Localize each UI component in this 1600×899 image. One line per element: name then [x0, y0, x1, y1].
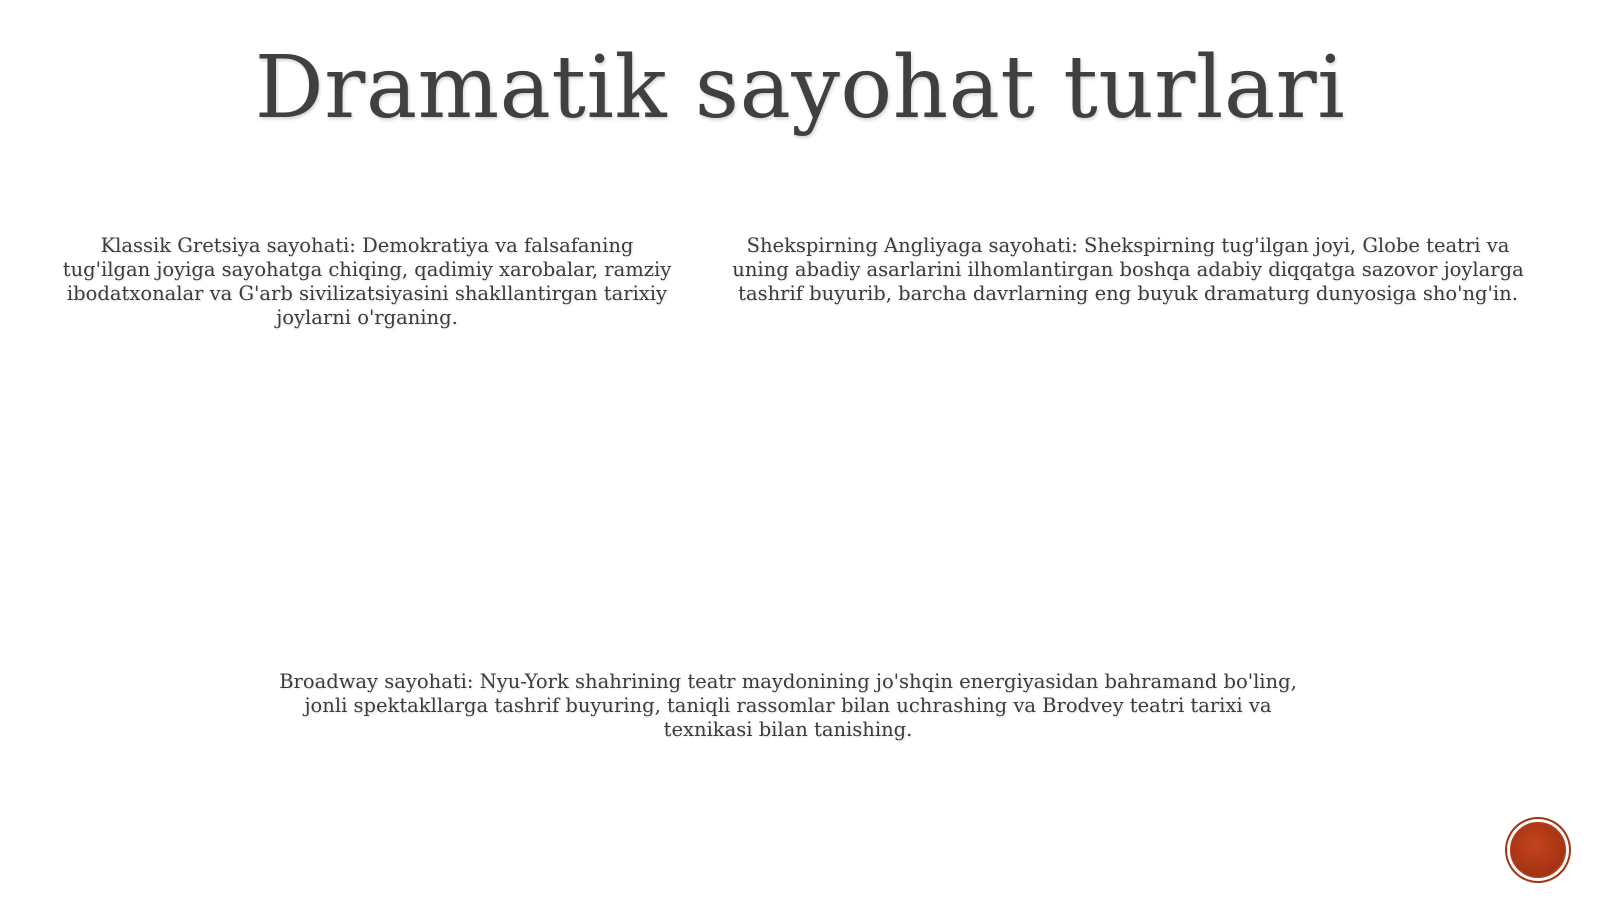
- text-block-classic-greece: Klassik Gretsiya sayohati: Demokratiya va falsafaning tug'ilgan joyiga sayohatga chiqing, qadimiy xarobalar, ramziy ibodatxonalar va G'arb sivilizatsiyasini shakllantirgan tarixiy joylarni o'rganing.: [62, 234, 672, 329]
- slide-title: Dramatik sayohat turlari: [254, 38, 1346, 138]
- text-block-broadway: Broadway sayohati: Nyu-York shahrining teatr maydonining jo'shqin energiyasidan bahramand bo'ling, jonli spektakllarga tashrif buyuring, taniqli rassomlar bilan uchrashing va Brodvey teatri tarixi va texnikasi bilan tanishing.: [279, 670, 1297, 741]
- circle-nav-icon[interactable]: [1510, 822, 1566, 878]
- text-block-shakespeare-england: Shekspirning Angliyaga sayohati: Shekspirning tug'ilgan joyi, Globe teatri va uning abadiy asarlarini ilhomlantirgan boshqa adabiy diqqatga sazovor joylarga tashrif buyurib, barcha davrlarning eng buyuk dramaturg dunyosiga sho'ng'in.: [732, 234, 1524, 305]
